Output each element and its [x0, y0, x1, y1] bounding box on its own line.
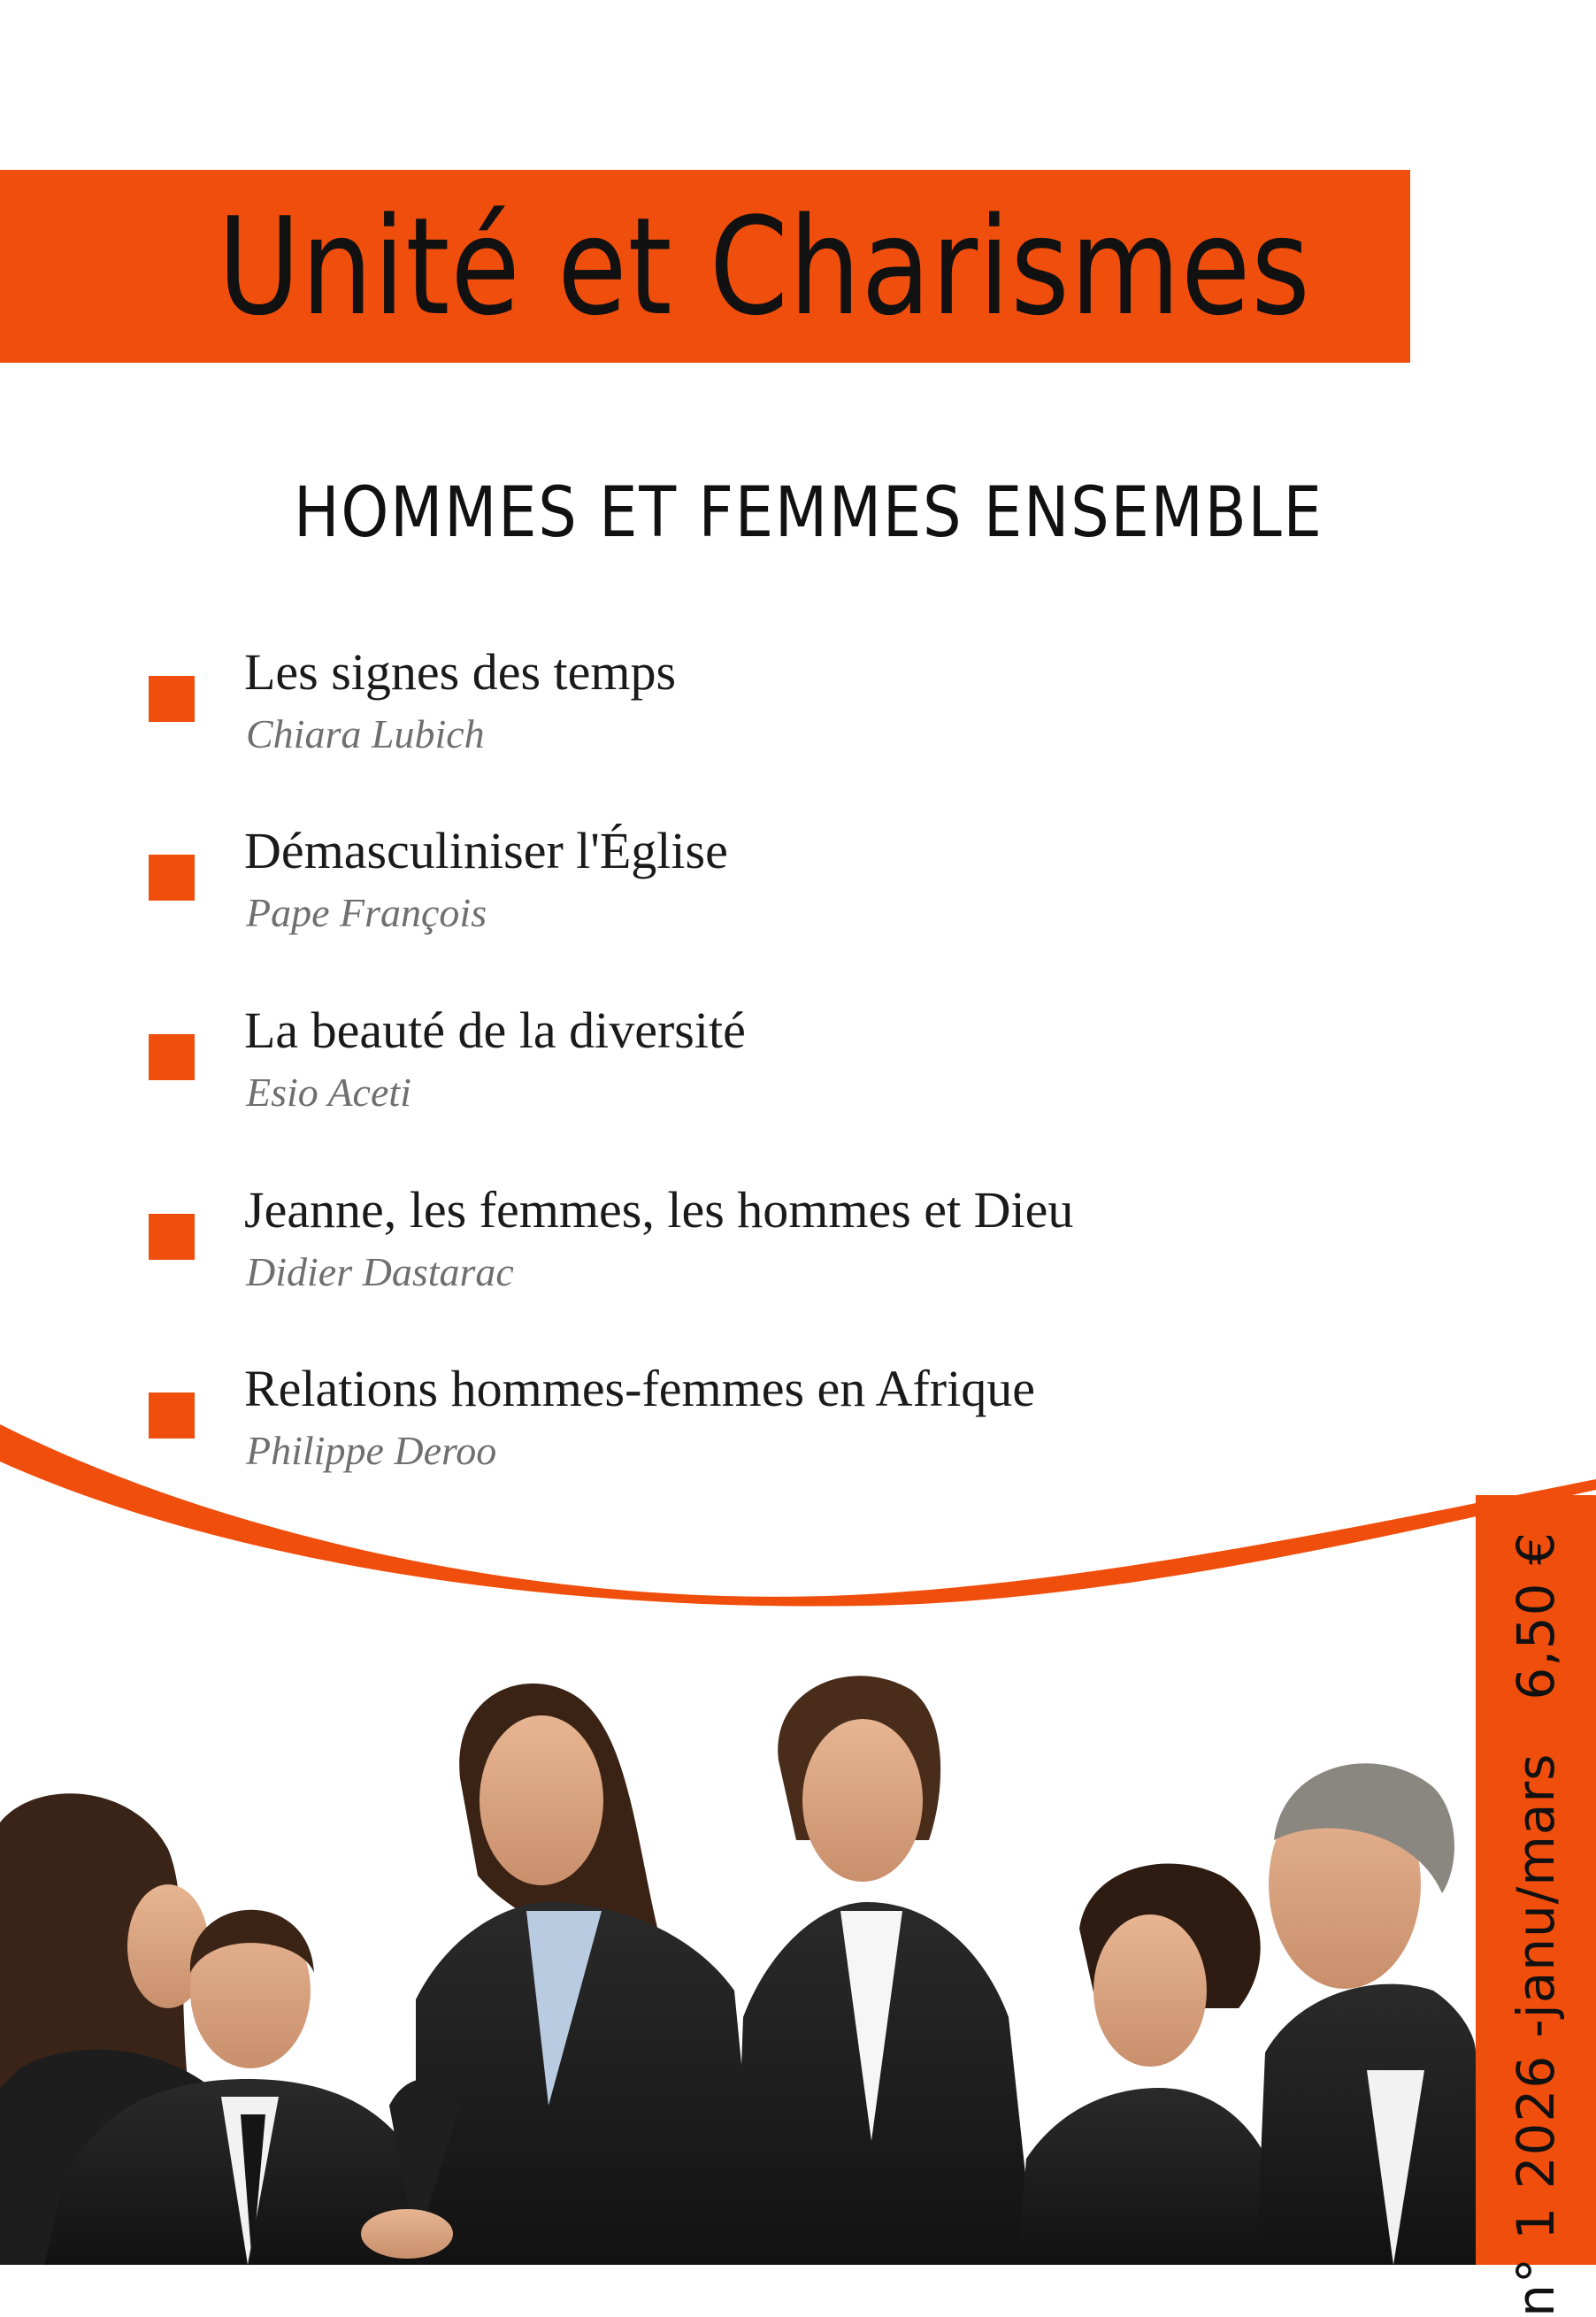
article-title: La beauté de la diversité [244, 1001, 746, 1059]
article-title: Jeanne, les femmes, les hommes et Dieu [244, 1181, 1074, 1239]
square-bullet-icon [149, 676, 195, 722]
toc-item[interactable] [149, 995, 1387, 1128]
square-bullet-icon [149, 1034, 195, 1080]
magazine-title: Unité et Charismes [218, 188, 1311, 345]
article-author: Pape François [246, 890, 487, 935]
price: 6,50 € [1506, 1531, 1566, 1700]
article-title: Relations hommes-femmes en Afrique [244, 1360, 1035, 1417]
issue-number: n° 1 2026 -janu/mars [1506, 1753, 1566, 2317]
toc-item[interactable] [149, 1175, 1387, 1308]
toc-item[interactable] [149, 637, 1387, 770]
article-title: Démasculiniser l'Église [244, 822, 728, 879]
issue-info [1506, 1531, 1566, 2317]
cover-photo [0, 1610, 1476, 2265]
square-bullet-icon [149, 855, 195, 901]
article-title: Les signes des temps [244, 643, 677, 701]
orange-swoosh [0, 1380, 1596, 1610]
square-bullet-icon [149, 1214, 195, 1260]
article-author: Didier Dastarac [246, 1249, 514, 1294]
article-author: Chiara Lubich [246, 711, 485, 756]
article-author: Esio Aceti [246, 1070, 411, 1115]
article-author: Philippe Deroo [246, 1428, 497, 1473]
toc-item[interactable] [149, 816, 1387, 948]
issue-theme: HOMMES ET FEMMES ENSEMBLE [294, 473, 1324, 553]
